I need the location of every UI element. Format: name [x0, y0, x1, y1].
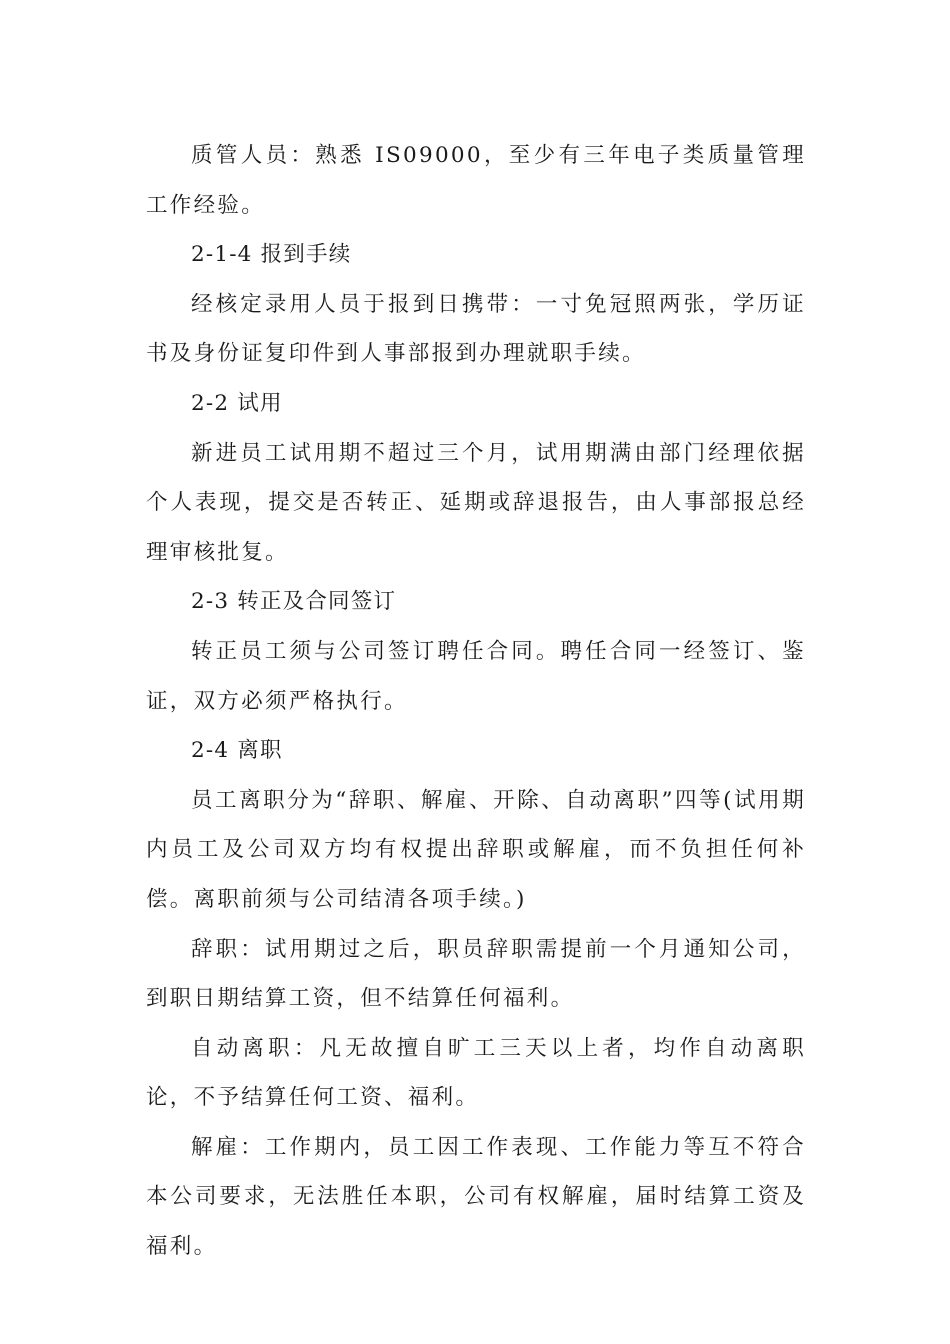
- heading-2-3-confirmation-contract: 2-3 转正及合同签订: [191, 589, 397, 615]
- heading-2-2-probation: 2-2 试用: [191, 390, 283, 416]
- paragraph-contract-signing: 转正员工须与公司签订聘任合同。聘任合同一经签订、鉴证，双方必须严格执行。: [146, 638, 806, 714]
- paragraph-voluntary-resignation: 辞职：试用期过之后，职员辞职需提前一个月通知公司，到职日期结算工资，但不结算任何福利。: [146, 936, 806, 1012]
- paragraph-probation-period: 新进员工试用期不超过三个月，试用期满由部门经理依据个人表现，提交是否转正、延期或辞退报告，由人事部报总经理审核批复。: [146, 440, 806, 565]
- paragraph-dismissal: 解雇：工作期内，员工因工作表现、工作能力等互不符合本公司要求，无法胜任本职，公司有权解雇，届时结算工资及福利。: [146, 1134, 806, 1260]
- heading-2-1-4-reporting-procedure: 2-1-4 报到手续: [191, 242, 352, 268]
- paragraph-qc-staff-requirement: 质管人员：熟悉 IS09000，至少有三年电子类质量管理工作经验。: [146, 143, 806, 218]
- paragraph-resignation-types: 员工离职分为“辞职、解雇、开除、自动离职”四等(试用期内员工及公司双方均有权提出辞职或解雇，而不负担任何补偿。离职前须与公司结清各项手续。): [146, 787, 806, 912]
- document-body: [146, 131, 806, 1272]
- heading-2-4-resignation: 2-4 离职: [191, 738, 283, 764]
- paragraph-automatic-resignation: 自动离职：凡无故擅自旷工三天以上者，均作自动离职论，不予结算任何工资、福利。: [146, 1035, 806, 1111]
- paragraph-reporting-documents: 经核定录用人员于报到日携带：一寸免冠照两张，学历证书及身份证复印件到人事部报到办理就职手续。: [146, 291, 806, 367]
